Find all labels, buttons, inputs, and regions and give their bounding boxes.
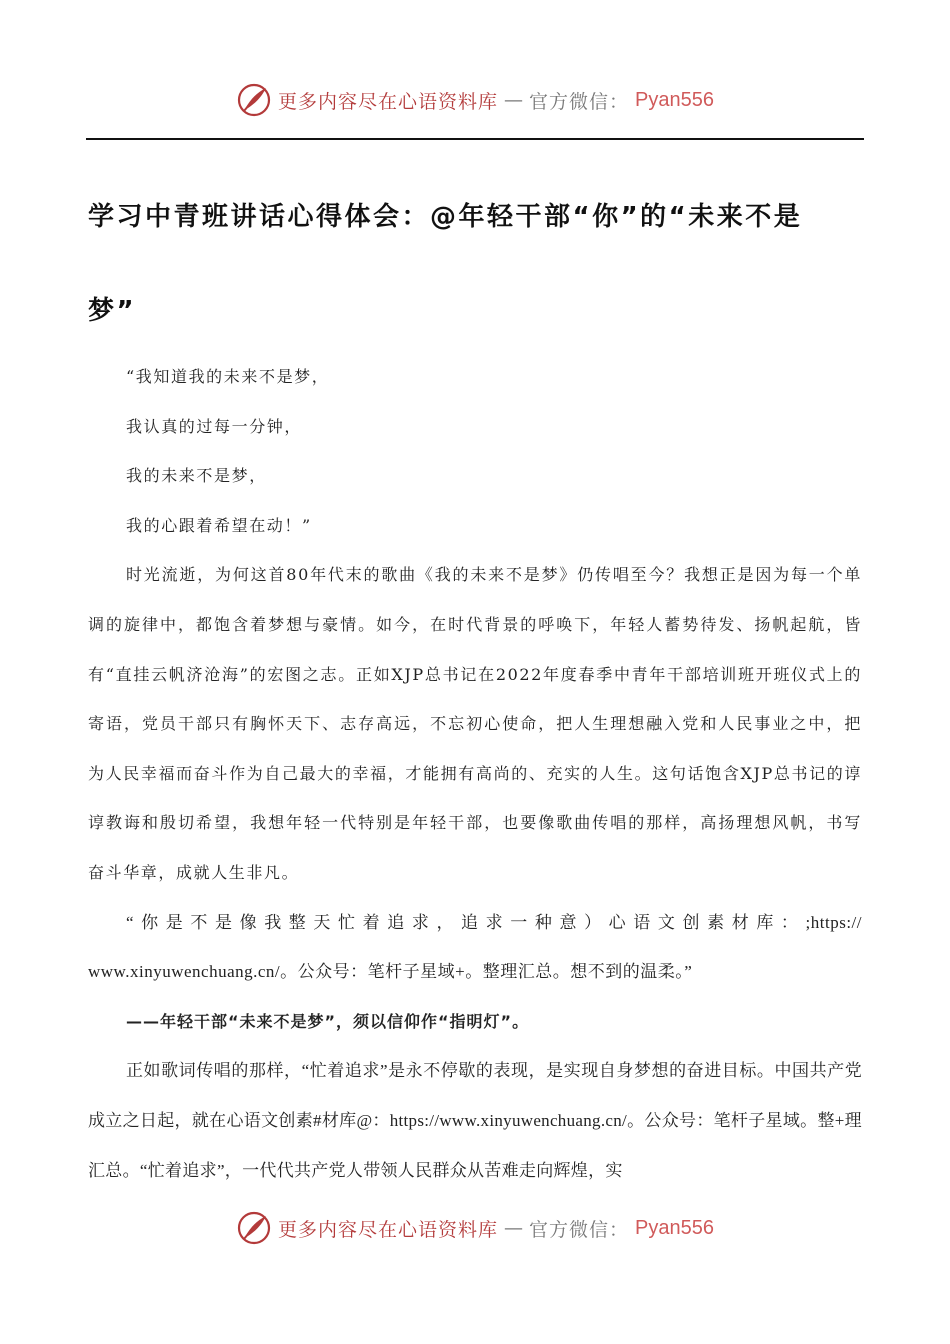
section-heading: ——年轻干部“未来不是梦”，须以信仰作“指明灯”。 bbox=[126, 1011, 530, 1031]
paragraph-line: “你是不是像我整天忙着追求，追求一种意）心语文创素材库：;https:// bbox=[126, 912, 862, 932]
feather-pen-logo-icon bbox=[236, 82, 272, 118]
wechat-label: 官方微信： bbox=[529, 90, 630, 113]
title-line-1: 学习中青班讲话心得体会：@年轻干部“你”的“未来不是 bbox=[88, 202, 803, 232]
document-title bbox=[88, 170, 858, 358]
wechat-id: Pyan556 bbox=[635, 1216, 714, 1239]
brand-text: 更多内容尽在心语资料库 bbox=[278, 1218, 499, 1241]
page-footer bbox=[0, 1210, 950, 1246]
paragraph: 时光流逝，为何这首80年代末的歌曲《我的未来不是梦》仍传唱至今？我想正是因为每一个单调的旋律中，都饱含着梦想与豪情。如今，在时代背景的呼唤下，年轻人蓄势待发、扬帆起航，皆有“直挂云帆济沧海”的宏图之志。正如XJP总书记在2022年度春季中青年干部培训班开班仪式上的寄语，党员干部只有胸怀天下、志存高远，不忘初心使命，把人生理想融入党和人民事业之中，把为人民幸福而奋斗作为自己最大的幸福，才能拥有高尚的、充实的人生。这句话饱含XJP总书记的谆谆教诲和殷切希望，我想年轻一代特别是年轻干部，也要像歌曲传唱的那样，高扬理想风帆，书写奋斗华章，成就人生非凡。 bbox=[88, 565, 862, 882]
lyric-line: 我的未来不是梦， bbox=[126, 466, 267, 486]
lyric-line: 我认真的过每一分钟， bbox=[126, 416, 303, 436]
wechat-label: 官方微信： bbox=[529, 1218, 630, 1241]
title-line-2: 梦” bbox=[88, 296, 137, 326]
brand-separator: — bbox=[504, 1217, 524, 1239]
brand-separator: — bbox=[504, 89, 524, 111]
lyric-line: 我的心跟着希望在动！” bbox=[126, 515, 312, 535]
paragraph-line: www.xinyuwenchuang.cn/。公众号：笔杆子星域+。整理汇总。想不到的温柔。” bbox=[88, 962, 693, 982]
lyric-line: “我知道我的未来不是梦， bbox=[126, 367, 330, 386]
page-header bbox=[0, 82, 950, 118]
header-divider bbox=[86, 138, 864, 140]
brand-text: 更多内容尽在心语资料库 bbox=[278, 90, 499, 113]
paragraph: 正如歌词传唱的那样，“忙着追求”是永不停歇的表现，是实现自身梦想的奋进目标。中国共产党成立之日起，就在心语文创素#材库@：https://www.xinyuwenchuang.cn/。公众号：笔杆子星域。整+理汇总。“忙着追求”，一代代共产党人带领人民群众从苦难走向辉煌，实 bbox=[88, 1061, 862, 1180]
wechat-id: Pyan556 bbox=[635, 88, 714, 111]
feather-pen-logo-icon bbox=[236, 1210, 272, 1246]
document-body bbox=[88, 352, 862, 1195]
